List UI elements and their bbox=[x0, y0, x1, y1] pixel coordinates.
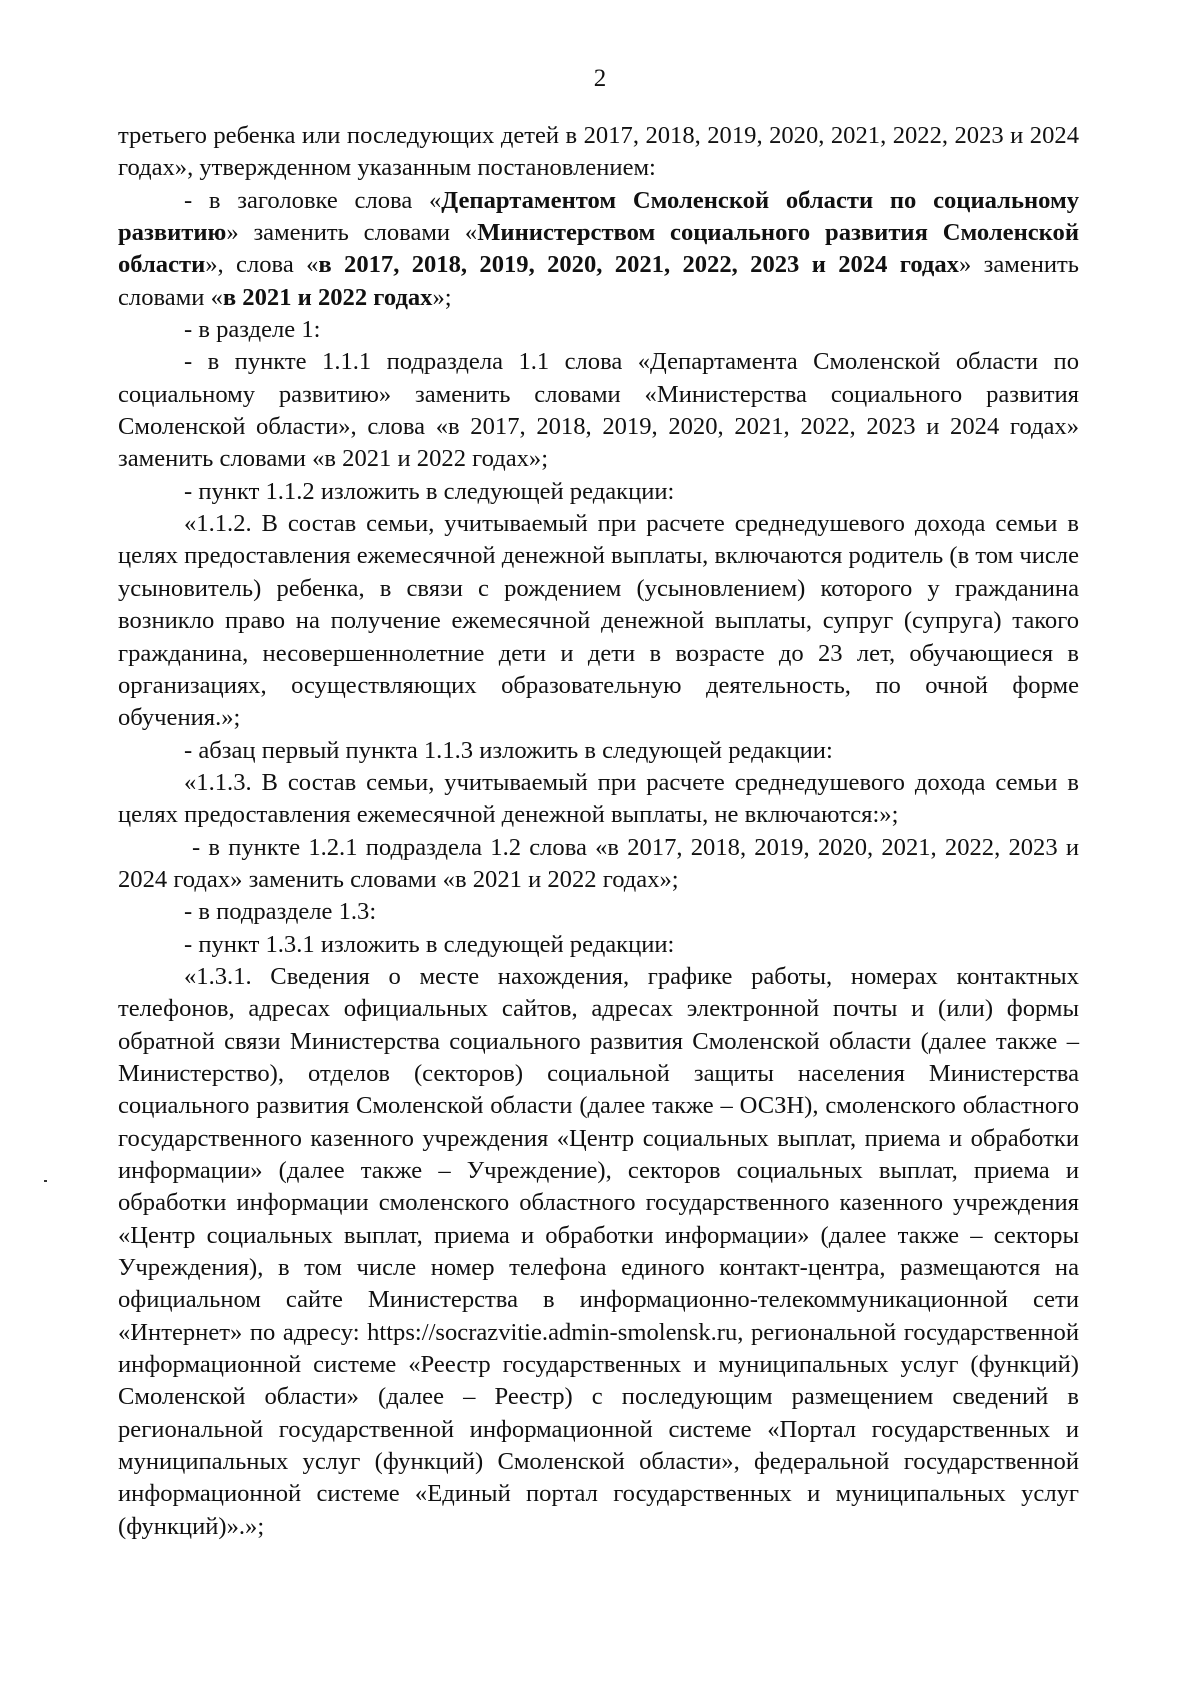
document-body bbox=[118, 120, 1079, 1543]
page-number: 2 bbox=[593, 65, 607, 92]
bold-text-run: в 2021 и 2022 годах bbox=[222, 283, 433, 311]
paragraph-item-1-1-2-text: «1.1.2. В состав семьи, учитываемый при расчете среднедушевого дохода семьи в целях предоставления ежемесячной денежной выплаты, включаются родитель (в том числе усыновитель) ребенка, в связи с рождением (усыновлением) которого у гражданина возникло право на получение ежемесячной денежной выплаты, супруг (супруга) такого гражданина, несовершеннолетние дети и дети в возрасте до 23 лет, обучающиеся в организациях, осуществляющих образовательную деятельность, по очной форме обучения.»; bbox=[118, 510, 1079, 732]
text-run: », слова « bbox=[205, 251, 319, 279]
paragraph-subsection-1-3: - в подразделе 1.3: bbox=[184, 898, 377, 926]
paragraph-item-1-3-1-text: «1.3.1. Сведения о месте нахождения, графике работы, номерах контактных телефонов, адресах официальных сайтов, адресах электронной почты и (или) формы обратной связи Министерства социального развития Смоленской области (далее также – Министерство), отделов (секторов) социальной защиты населения Министерства социального развития Смоленской области (далее также – ОСЗН), смоленского областного государственного казенного учреждения «Центр социальных выплат, приема и обработки информации» (далее также – Учреждение), секторов социальных выплат, приема и обработки информации смоленского областного государственного казенного учреждения «Центр социальных выплат, приема и обработки информации» (далее также – секторы Учреждения), в том числе номер телефона единого контакт-центра, размещаются на официальном сайте Министерства в информационно-телекоммуникационной сети «Интернет» по адресу: https://socrazvitie.admin-smolensk.ru, региональной государственной информационной системе «Реестр государственных и муниципальных услуг (функций) Смоленской области» (далее – Реестр) с последующим размещением сведений в региональной государственной информационной системе «Портал государственных и муниципальных услуг (функций) Смоленской области», федеральной государственной информационной системе «Единый портал государственных и муниципальных услуг (функций)».»; bbox=[118, 962, 1079, 1540]
scan-mark bbox=[44, 1180, 47, 1182]
paragraph-item-1-1-3-intro: - абзац первый пункта 1.1.3 изложить в следующей редакции: bbox=[184, 736, 833, 764]
bold-text-run: Департаментом Смоленской области по социальному развитию bbox=[118, 186, 1079, 247]
text-run: »; bbox=[432, 283, 452, 311]
paragraph-item-1-3-1-intro: - пункт 1.3.1 изложить в следующей редакции: bbox=[184, 930, 675, 958]
bold-text-run: Министерством социального развития Смоленской области bbox=[118, 219, 1079, 279]
text-run: » заменить словами « bbox=[226, 219, 478, 247]
paragraph-item-1-1-3-text: «1.1.3. В состав семьи, учитываемый при расчете среднедушевого дохода семьи в целях предоставления ежемесячной денежной выплаты, не включаются:»; bbox=[118, 768, 1079, 829]
paragraph-item-1-1-1: - в пункте 1.1.1 подраздела 1.1 слова «Департамента Смоленской области по социальному развитию» заменить словами «Министерства социального развития Смоленской области», слова «в 2017, 2018, 2019, 2020, 2021, 2022, 2023 и 2024 годах» заменить словами «в 2021 и 2022 годах»; bbox=[118, 348, 1079, 473]
paragraph-item-1-1-2-intro: - пункт 1.1.2 изложить в следующей редакции: bbox=[184, 477, 675, 505]
bold-text-run: в 2017, 2018, 2019, 2020, 2021, 2022, 2023 и 2024 годах bbox=[318, 251, 959, 279]
paragraph-intro: третьего ребенка или последующих детей в 2017, 2018, 2019, 2020, 2021, 2022, 2023 и 2024 годах», утвержденном указанным постановлением: bbox=[118, 122, 1079, 182]
paragraph-item-1-2-1: - в пункте 1.2.1 подраздела 1.2 слова «в 2017, 2018, 2019, 2020, 2021, 2022, 2023 и 2024 годах» заменить словами «в 2021 и 2022 годах»; bbox=[118, 833, 1079, 893]
text-run: » заменить словами « bbox=[118, 251, 1079, 311]
text-run: - в заголовке слова « bbox=[184, 186, 442, 214]
paragraph-section-1: - в разделе 1: bbox=[184, 316, 321, 344]
paragraph-title-change bbox=[118, 185, 1079, 314]
